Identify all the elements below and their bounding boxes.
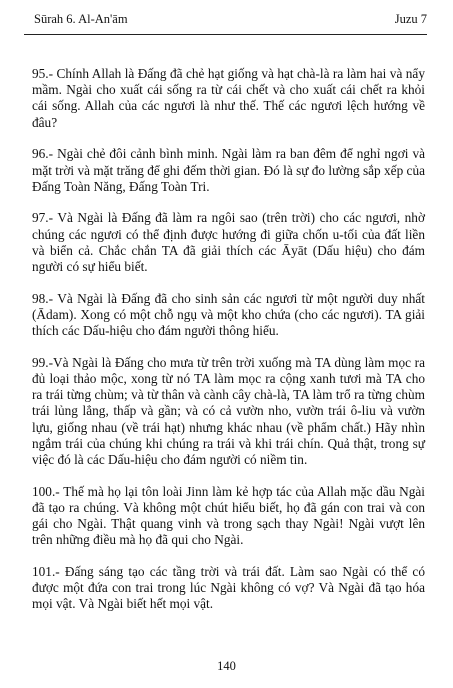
verse-95: 95.- Chính Allah là Đấng đã chẻ hạt giống và hạt chà-là ra làm hai và nẩy mầm. Ngài cho xuất cái sống ra từ cái chết và cho xuất cái chết ra khỏi cái sống. Allah của các ngươi là như thế. Thế các ngươi lệch hướng về đâu? <box>32 66 425 130</box>
juzu-label: Juzu 7 <box>394 12 427 26</box>
running-header <box>24 12 427 32</box>
verse-98: 98.- Và Ngài là Đấng đã cho sinh sản các ngươi từ một người duy nhất (Ādam). Xong có một chỗ ngụ và một kho chứa (cho các ngươi). TA giải thích các Dấu-hiệu cho đám người thông hiểu. <box>32 290 425 339</box>
header-rule <box>24 34 427 35</box>
surah-title: Sūrah 6. Al-An'ām <box>34 12 128 26</box>
verse-96: 96.- Ngài chẻ đôi cảnh bình minh. Ngài làm ra ban đêm để nghỉ ngơi và mặt trời và mặt trăng để ghi đếm thời gian. Đó là sự đo lường sắp xếp của Đấng Toàn Năng, Đấng Toàn Tri. <box>32 146 425 194</box>
verse-text-body <box>32 66 425 628</box>
verse-99: 99.-Và Ngài là Đấng cho mưa từ trên trời xuống mà TA dùng làm mọc ra đủ loại thảo mộc, xong từ nó TA làm mọc ra cộng xanh tươi mà TA cho ra trái từng chùm; và từ thân và cành cây chà-là, TA làm trổ ra từng chùm trái lủng lẳng, thấp và gần; và có cả vườn nho, vườn trái ô-liu và vườn lựu, giống nhau (về trái hạt) nhưng khác nhau (về phẩm chất.) Hãy nhìn ngắm trái của chúng khi chúng ra trái và khi trái chín. Quả thật, trong sự việc đó là các Dấu-hiệu cho đám người có niềm tin. <box>32 354 425 468</box>
verse-97: 97.- Và Ngài là Đấng đã làm ra ngôi sao (trên trời) cho các ngươi, nhờ chúng các ngươi có thể định được hướng đi giữa chốn u-tối của đất liền và biển cả. Chắc chắn TA đã giải thích các Āyāt (Dấu hiệu) cho đám người có sự hiểu biết. <box>32 210 425 275</box>
verse-100: 100.- Thế mà họ lại tôn loài Jinn làm kẻ hợp tác của Allah mặc dầu Ngài đã tạo ra chúng. Và không một chút hiểu biết, họ đã gán con trai và con gái cho Ngài. Thật quang vinh và trong sạch thay Ngài! Ngài vượt lên trên những điều mà họ đã qui cho Ngài. <box>32 483 425 548</box>
verse-101: 101.- Đấng sáng tạo các tầng trời và trái đất. Làm sao Ngài có thể có được một đứa con trai trong lúc Ngài không có vợ? Và Ngài đã tạo hóa mọi vật. Và Ngài biết hết mọi vật. <box>32 564 425 612</box>
page-number: 140 <box>217 659 236 673</box>
